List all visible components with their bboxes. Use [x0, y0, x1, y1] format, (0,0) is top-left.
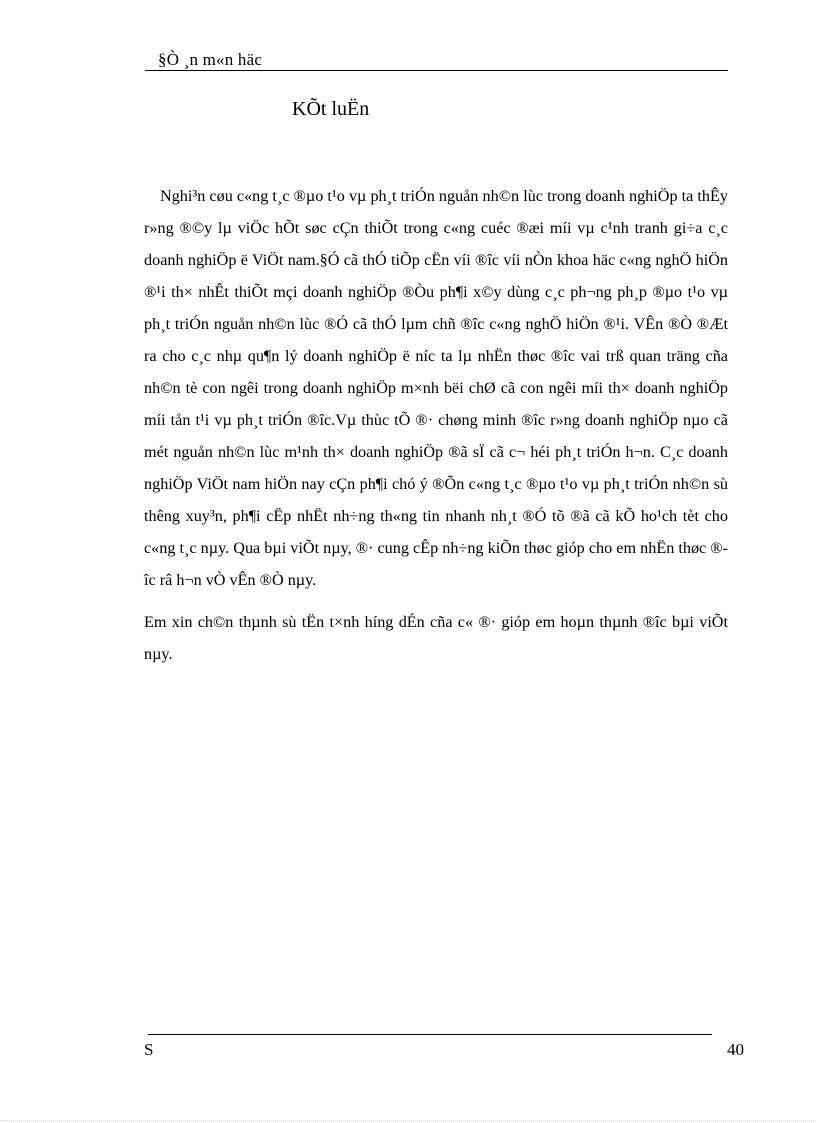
page-title: KÕt luËn [292, 98, 370, 120]
page-number: 40 [727, 1040, 744, 1059]
footer-left-text: S [144, 1040, 154, 1059]
paragraph-1: Nghi³n cøu c«ng t¸c ®µo t¹o vµ ph¸t triÓn nguån nh©n lùc trong doanh nghiÖp ta thÊy r»ng ®©y lµ viÖc hÕt søc cÇn thiÕt trong c«ng cuéc ®æi míi vµ c¹nh tranh gi÷a c¸c doanh nghiÖp ë ViÖt nam.§Ó cã thÓ tiÕp cËn víi ®îc víi nÒn khoa häc c«ng nghÖ hiÖn ®¹i th× nhÊt thiÕt mçi doanh nghiÖp ®Òu ph¶i x©y dùng c¸c ph¬ng ph¸p ®µo t¹o vµ ph¸t triÓn nguån nh©n lùc ®Ó cã thÓ lµm chñ ®îc c«ng nghÖ hiÖn ®¹i. VÊn ®Ò ®Æt ra cho c¸c nhµ qu¶n lý doanh nghiÖp ë níc ta lµ nhËn thøc ®îc vai trß quan träng cña nh©n tè con ngêi trong doanh nghiÖp m×nh bëi chØ cã con ngêi míi th× doanh nghiÖp míi tån t¹i vµ ph¸t triÓn ®îc.Vµ thùc tÕ ®· chøng minh ®îc r»ng doanh nghiÖp nµo cã mét nguån nh©n lùc m¹nh th× doanh nghiÖp ®ã sÏ cã c¬ héi ph¸t triÓn h¬n. C¸c doanh nghiÖp ViÖt nam hiÖn nay cÇn ph¶i chó ý ®Õn c«ng t¸c ®µo t¹o vµ ph¸t triÓn nh©n sù thêng xuy³n, ph¶i cËp nhËt nh÷ng th«ng tin nhanh nh¸t ®Ó tõ ®ã cã kÕ ho¹ch tèt cho c«ng t¸c nµy. Qua bµi viÕt nµy, ®· cung cÊp nh÷ng kiÕn thøc gióp cho em nhËn thøc ®îc râ h¬n vÒ vÊn ®Ò nµy. [144, 187, 728, 589]
body-text [144, 180, 728, 670]
paragraph-2: Em xin ch©n thµnh sù tËn t×nh híng dÉn cña c« ®· gióp em hoµn thµnh ®îc bµi viÕt nµy. [144, 613, 728, 663]
page-edge-divider [0, 1120, 816, 1121]
running-header: §Ò ¸n m«n häc [158, 50, 263, 69]
header-rule [145, 70, 728, 71]
footer-rule [148, 1034, 712, 1035]
